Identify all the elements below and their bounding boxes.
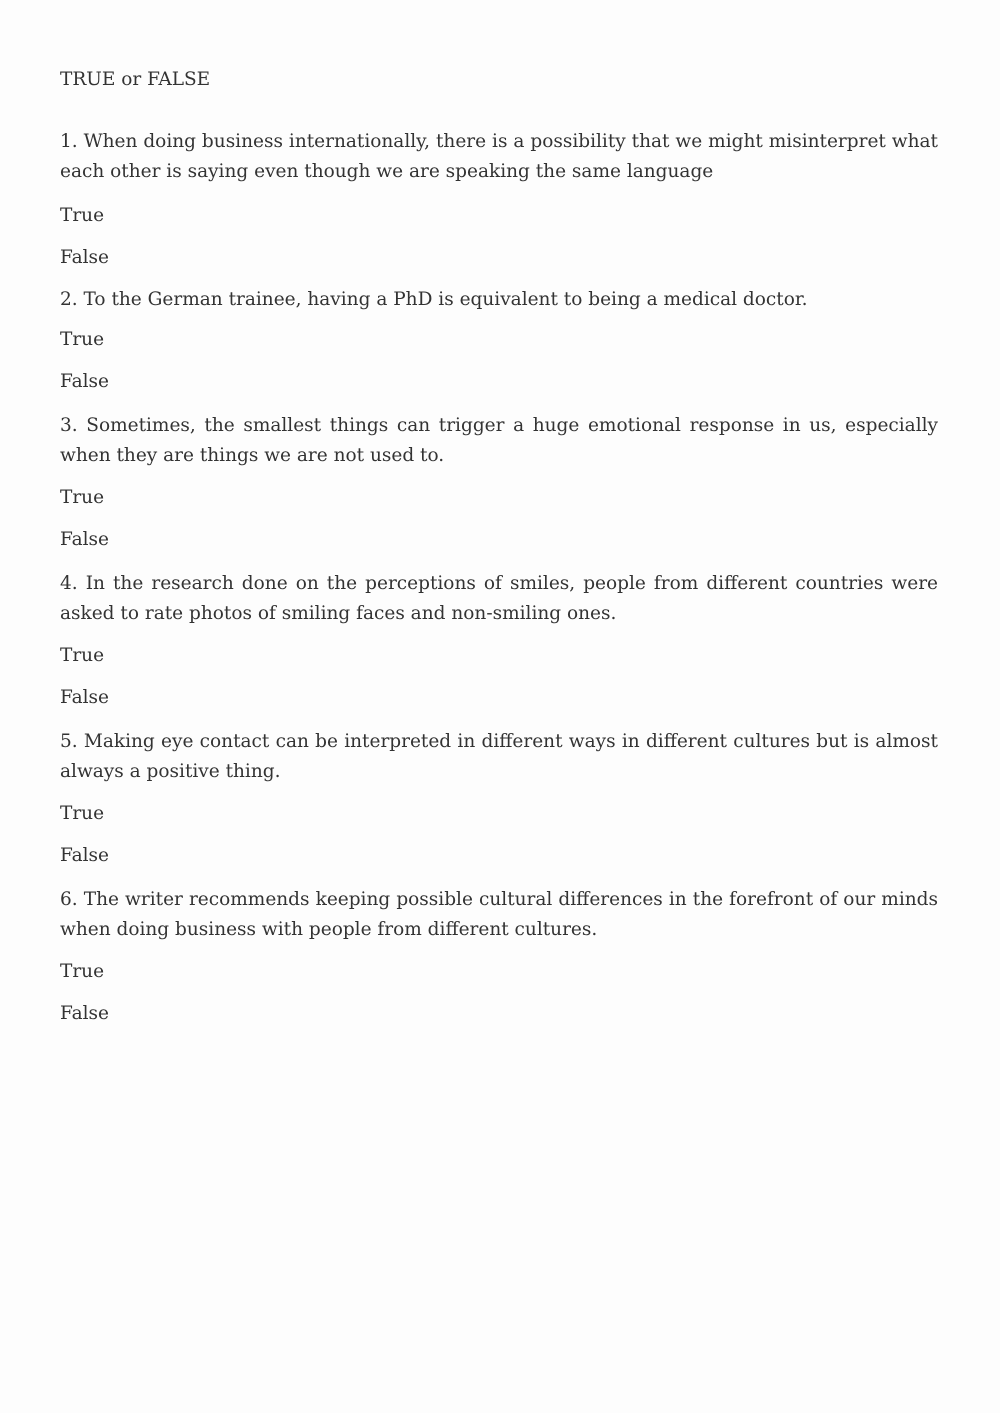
question-5 [60, 727, 938, 869]
question-text: 1. When doing business internationally, there is a possibility that we might misinterpret what each other is saying even though we are speaking the same language [60, 131, 938, 182]
option-false[interactable]: False [60, 247, 109, 268]
worksheet [60, 67, 938, 1027]
question-text: 6. The writer recommends keeping possible cultural differences in the forefront of our minds when doing business with people from different cultures. [60, 889, 938, 940]
option-false[interactable]: False [60, 529, 109, 550]
question-text: 2. To the German trainee, having a PhD is equivalent to being a medical doctor. [60, 289, 808, 310]
option-false[interactable]: False [60, 1003, 109, 1024]
question-text: 4. In the research done on the perceptions of smiles, people from different countries were asked to rate photos of smiling faces and non-smiling ones. [60, 573, 938, 624]
option-false[interactable]: False [60, 687, 109, 708]
question-text: 3. Sometimes, the smallest things can trigger a huge emotional response in us, especially when they are things we are not used to. [60, 415, 938, 466]
option-false[interactable]: False [60, 371, 109, 392]
option-true[interactable]: True [60, 487, 105, 508]
question-4 [60, 569, 938, 711]
option-true[interactable]: True [60, 803, 105, 824]
question-text: 5. Making eye contact can be interpreted in different ways in different cultures but is almost always a positive thing. [60, 731, 938, 782]
option-true[interactable]: True [60, 961, 105, 982]
option-true[interactable]: True [60, 645, 105, 666]
option-false[interactable]: False [60, 845, 109, 866]
question-6 [60, 885, 938, 1027]
option-true[interactable]: True [60, 205, 105, 226]
question-3 [60, 411, 938, 553]
worksheet-title: TRUE or FALSE [60, 69, 211, 90]
question-2 [60, 285, 938, 395]
question-1 [60, 127, 938, 271]
option-true[interactable]: True [60, 329, 105, 350]
